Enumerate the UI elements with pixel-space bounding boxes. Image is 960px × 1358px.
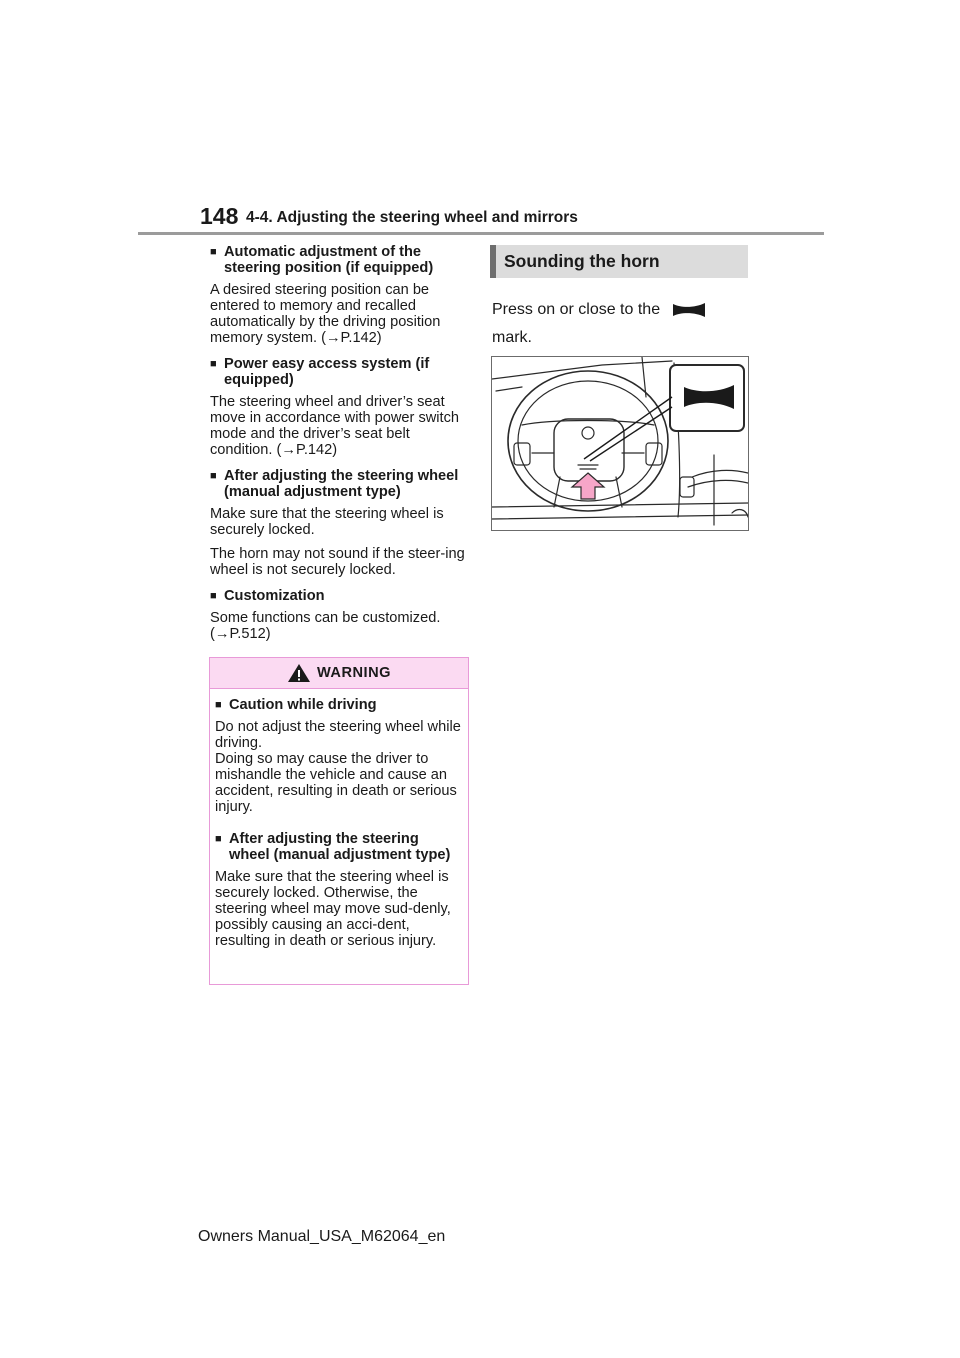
instruction-line-1: [492, 296, 752, 324]
caution-heading: Caution while driving: [229, 697, 377, 713]
sub-heading: [210, 588, 472, 604]
square-bullet-icon: ■: [210, 470, 217, 482]
after-adjust-text-2: The horn may not sound if the steer-ing wheel is not securely locked.: [210, 546, 465, 578]
header-rule: [138, 232, 824, 235]
warning-triangle-icon: [287, 663, 311, 683]
horn-heading-text: Sounding the horn: [504, 251, 660, 271]
sub-heading: [210, 356, 472, 388]
after-adjust-text-1: Make sure that the steering wheel is securely locked.: [210, 506, 444, 538]
square-bullet-icon: ■: [215, 833, 222, 845]
after-adjust-block: [210, 468, 472, 578]
customization-heading: Customization: [224, 588, 325, 604]
square-bullet-icon: ■: [210, 358, 217, 370]
section-title: 4-4. Adjusting the steering wheel and mirrors: [246, 209, 578, 226]
auto-adjust-text: A desired steering position can be entered to memory and recalled automatically by the driving position memory system. (→P.142): [210, 282, 441, 346]
horn-icon: [671, 301, 707, 319]
auto-adjust-heading: Automatic adjustment of the steering position (if equipped): [224, 244, 434, 276]
sub-heading: [215, 697, 463, 713]
after-adjust-heading: After adjusting the steering wheel (manual adjustment type): [224, 468, 459, 500]
after-adjust-warning-heading: After adjusting the steering wheel (manual adjustment type): [229, 831, 451, 863]
power-easy-heading: Power easy access system (if equipped): [224, 356, 430, 388]
square-bullet-icon: ■: [210, 590, 217, 602]
customization-block: [210, 588, 472, 642]
caution-text-1: Do not adjust the steering wheel while driving.: [215, 719, 461, 751]
warning-header: [210, 658, 468, 689]
after-adjust-warning-text: Make sure that the steering wheel is securely locked. Otherwise, the steering wheel may move sud-denly, possibly causing an acci-dent, resulting in death or serious injury.: [215, 869, 451, 949]
customization-text: Some functions can be customized. (→P.512): [210, 610, 441, 642]
power-easy-block: [210, 356, 472, 458]
instruction-text-2: mark.: [492, 329, 532, 346]
instruction-text-1: Press on or close to the: [492, 301, 661, 318]
horn-section-heading: [490, 245, 748, 278]
sub-heading: [210, 244, 472, 276]
warning-box: [209, 657, 469, 985]
sub-heading: [210, 468, 472, 500]
page-number: 148: [200, 203, 239, 229]
square-bullet-icon: ■: [210, 246, 217, 258]
footer-manual-id: Owners Manual_USA_M62064_en: [198, 1228, 446, 1245]
sub-heading: [215, 831, 463, 863]
steering-wheel-illustration: [491, 356, 749, 531]
warning-title: WARNING: [316, 665, 392, 681]
power-easy-text: The steering wheel and driver’s seat move in accordance with power switch mode and the driver’s seat belt condition. (→P.142): [210, 394, 460, 458]
square-bullet-icon: ■: [215, 699, 222, 711]
left-column: [210, 244, 472, 652]
warning-body: [210, 689, 468, 949]
caution-text-2: Doing so may cause the driver to mishandle the vehicle and cause an accident, resulting in death or serious injury.: [215, 751, 457, 815]
horn-instruction: [492, 296, 752, 352]
auto-adjust-block: [210, 244, 472, 346]
